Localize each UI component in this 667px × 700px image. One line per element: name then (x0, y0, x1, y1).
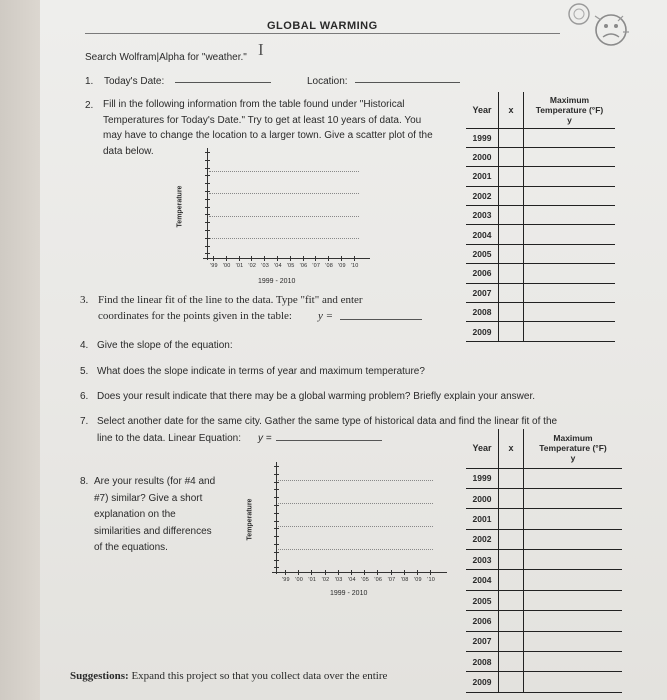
table1-row (466, 147, 615, 166)
chart1-gridline (209, 171, 359, 172)
y-tick (205, 230, 210, 231)
table1-row (466, 322, 615, 341)
q1-location-label: Location: (307, 76, 348, 87)
y-tick (205, 253, 210, 254)
x-tick (298, 570, 299, 575)
table2-x-cell[interactable] (499, 550, 524, 570)
table2-year-cell: 1999 (466, 468, 499, 488)
table2-year-cell: 2000 (466, 488, 499, 508)
chart2-gridline (278, 526, 433, 527)
y-tick (205, 191, 210, 192)
table1-row (466, 303, 615, 322)
table2-temp-cell[interactable] (524, 488, 623, 508)
table2-row (466, 529, 622, 549)
x-tick (328, 256, 329, 261)
table2-row (466, 590, 622, 610)
table2-max-header-line: Maximum (553, 433, 593, 444)
table2-year-cell: 2007 (466, 631, 499, 651)
table2-row (466, 488, 622, 508)
table2-temp-cell[interactable] (524, 611, 623, 631)
table2-x-cell[interactable] (499, 529, 524, 549)
table1-temp-cell[interactable] (524, 322, 616, 341)
table1-temp-cell[interactable] (524, 303, 616, 322)
y-tick (205, 222, 210, 223)
table2-year-cell: 2006 (466, 611, 499, 631)
y-tick (205, 152, 210, 153)
table1-x-header: x (499, 92, 524, 128)
x-tick-label: '09 (414, 577, 422, 583)
x-tick (338, 570, 339, 575)
chart1-y-axis (207, 148, 208, 260)
table2-x-cell[interactable] (499, 611, 524, 631)
x-tick (311, 570, 312, 575)
x-tick-label: '00 (295, 577, 303, 583)
x-tick (277, 256, 278, 261)
table1-temp-cell[interactable] (524, 128, 616, 147)
table2-x-cell[interactable] (499, 488, 524, 508)
wolfram-doodle-icon (565, 2, 635, 54)
table1-row (466, 206, 615, 225)
x-tick-label: '00 (222, 263, 231, 269)
chart2-gridline (278, 503, 433, 504)
q3-equation-field[interactable] (340, 309, 422, 320)
y-tick (274, 513, 279, 514)
page-title: GLOBAL WARMING (267, 20, 378, 32)
chart2-y-axis (276, 462, 277, 574)
table1-year-header: Year (466, 92, 499, 128)
table2-row (466, 570, 622, 590)
date-field[interactable] (175, 72, 271, 83)
q8-line: explanation on the (94, 509, 176, 520)
table1-year-cell: 2001 (466, 167, 499, 186)
table1-x-cell[interactable] (499, 206, 524, 225)
table2-row (466, 468, 622, 488)
q2-number: 2. (85, 100, 94, 111)
chart1-gridline (209, 193, 359, 194)
table2-row (466, 652, 622, 672)
table1-row (466, 167, 615, 186)
q7-equation-label: y = (258, 433, 272, 444)
table2-x-header: x (499, 429, 524, 468)
x-tick-label: '01 (235, 263, 244, 269)
table1-row (466, 128, 615, 147)
table1-x-cell[interactable] (499, 167, 524, 186)
q2-line: data below. (103, 145, 154, 157)
table1-temp-cell[interactable] (524, 264, 616, 283)
table2-year-cell: 2003 (466, 550, 499, 570)
table1-x-cell[interactable] (499, 147, 524, 166)
y-tick (205, 214, 210, 215)
q8-line: similarities and differences (94, 525, 212, 537)
table2-max-header (524, 429, 623, 468)
q7-number: 7. (80, 416, 89, 427)
x-tick (430, 570, 431, 575)
y-tick (274, 567, 279, 568)
x-tick-label: '07 (387, 577, 396, 583)
x-tick (213, 256, 214, 261)
x-tick (285, 570, 286, 575)
y-tick (274, 474, 279, 475)
q4-text: Give the slope of the equation: (97, 340, 233, 351)
table2-temp-cell[interactable] (524, 672, 623, 692)
table2-temp-cell[interactable] (524, 509, 623, 529)
y-tick (274, 466, 279, 467)
y-tick (274, 536, 279, 537)
chart2-y-label: Temperature (246, 498, 254, 541)
table1-row (466, 225, 615, 244)
x-tick (290, 256, 291, 261)
table1-temp-cell[interactable] (524, 186, 616, 205)
y-tick (205, 199, 210, 200)
x-tick-label: '10 (427, 577, 435, 583)
location-field[interactable] (355, 72, 460, 83)
table2-temp-cell[interactable] (524, 468, 623, 488)
table2-x-cell[interactable] (499, 672, 524, 692)
y-tick (274, 544, 279, 545)
table2-temp-cell[interactable] (524, 590, 623, 610)
y-tick (274, 482, 279, 483)
x-tick (226, 256, 227, 261)
table1-year-cell: 2008 (466, 303, 499, 322)
y-tick (205, 183, 210, 184)
y-tick (274, 528, 279, 529)
table1-max-header-line: Temperature (°F) (535, 104, 604, 115)
table2-temp-cell[interactable] (524, 529, 623, 549)
q2-line: Fill in the following information from the table found under "Historical (103, 99, 405, 110)
y-tick (205, 238, 210, 239)
x-tick (377, 570, 378, 575)
x-tick-label: '08 (400, 577, 409, 583)
q8-line: of the equations. (94, 542, 168, 553)
table1-row (466, 283, 615, 302)
table1-x-cell[interactable] (499, 264, 524, 283)
data-table-1 (466, 92, 615, 342)
table1-row (466, 186, 615, 205)
x-tick (325, 570, 326, 575)
suggestions-label: Suggestions: (70, 670, 129, 682)
table2-year-cell: 2009 (466, 672, 499, 692)
x-tick (303, 256, 304, 261)
table2-x-cell[interactable] (499, 468, 524, 488)
x-tick (417, 570, 418, 575)
x-tick-label: '02 (321, 577, 330, 583)
q6-text: Does your result indicate that there may be a global warming problem? Briefly explain your answer. (97, 391, 535, 402)
x-tick-label: '03 (334, 577, 343, 583)
x-tick-label: '08 (325, 263, 333, 269)
table1-year-cell: 2006 (466, 264, 499, 283)
table2-temp-cell[interactable] (524, 631, 623, 651)
y-tick (274, 552, 279, 553)
text-cursor-icon: I (258, 40, 264, 59)
x-tick-label: '99 (282, 577, 290, 583)
intro-text: Search Wolfram|Alpha for "weather." (85, 52, 247, 63)
y-tick (274, 521, 279, 522)
table1-year-cell: 2009 (466, 322, 499, 341)
table1-x-cell[interactable] (499, 283, 524, 302)
q7-equation-field[interactable] (276, 430, 382, 441)
x-tick-label: '04 (274, 263, 282, 269)
table1-temp-cell[interactable] (524, 206, 616, 225)
x-tick (315, 256, 316, 261)
chart1-x-label: 1999 - 2010 (258, 278, 296, 285)
x-tick (391, 570, 392, 575)
x-tick (351, 570, 352, 575)
chart2-x-label: 1999 - 2010 (330, 590, 368, 597)
x-tick-label: '06 (299, 263, 308, 269)
table2-temp-cell[interactable] (524, 550, 623, 570)
y-tick (274, 505, 279, 506)
table2-max-header-line: Temperature (°F) (539, 443, 607, 454)
x-tick (404, 570, 405, 575)
q8-text (94, 474, 215, 557)
x-tick (239, 256, 240, 261)
table2-year-cell: 2004 (466, 570, 499, 590)
table1-x-cell[interactable] (499, 244, 524, 263)
table1-year-cell: 2002 (466, 186, 499, 205)
title-rule (85, 33, 560, 34)
x-tick-label: '05 (286, 263, 295, 269)
x-tick (341, 256, 342, 261)
table1-x-cell[interactable] (499, 322, 524, 341)
table2-year-cell: 2005 (466, 590, 499, 610)
suggestions-text: Expand this project so that you collect data over the entire (131, 670, 388, 682)
y-tick (274, 489, 279, 490)
x-tick (264, 256, 265, 261)
q8-line: Are your results (for #4 and (94, 476, 216, 487)
q1-date-label: Today's Date: (104, 76, 165, 87)
table2-temp-cell[interactable] (524, 652, 623, 672)
chart1-gridline (209, 238, 359, 239)
q8-number: 8. (80, 476, 89, 487)
y-tick (205, 168, 210, 169)
chart1-gridline (209, 216, 359, 217)
table1-temp-cell[interactable] (524, 167, 616, 186)
table2-year-header: Year (466, 429, 499, 468)
table2-row (466, 550, 622, 570)
y-tick (205, 160, 210, 161)
table2-row (466, 611, 622, 631)
table2-year-cell: 2001 (466, 509, 499, 529)
table1-year-cell: 2004 (466, 225, 499, 244)
table1-x-cell[interactable] (499, 186, 524, 205)
x-tick-label: '99 (210, 263, 218, 269)
table1-x-cell[interactable] (499, 128, 524, 147)
table2-row (466, 631, 622, 651)
q7-line2: line to the data. Linear Equation: (97, 433, 241, 444)
q3-equation-label: y = (318, 310, 334, 322)
chart1-y-label: Temperature (176, 185, 184, 228)
table2-year-cell: 2008 (466, 652, 499, 672)
y-tick (274, 497, 279, 498)
table1-row (466, 244, 615, 263)
x-tick-label: '04 (348, 577, 356, 583)
table1-x-cell[interactable] (499, 225, 524, 244)
table1-max-header (524, 92, 616, 128)
chart1-x-axis (203, 258, 370, 259)
table2-x-cell[interactable] (499, 570, 524, 590)
y-tick (274, 560, 279, 561)
table1-year-cell: 2007 (466, 283, 499, 302)
table2-x-cell[interactable] (499, 652, 524, 672)
table1-y-header: y (567, 114, 572, 125)
x-tick (364, 570, 365, 575)
table2-x-cell[interactable] (499, 509, 524, 529)
y-tick (205, 246, 210, 247)
q2-line: Temperatures for Today's Date." Try to get at least 10 years of data. You (103, 114, 422, 126)
table1-year-cell: 2003 (466, 206, 499, 225)
q2-line: may have to change the location to a larger town. Give a scatter plot of the (103, 130, 433, 141)
page-edge (0, 0, 40, 700)
table1-temp-cell[interactable] (524, 147, 616, 166)
table2-x-cell[interactable] (499, 590, 524, 610)
x-tick-label: '06 (374, 577, 383, 583)
table2-y-header: y (570, 453, 576, 464)
q4-number: 4. (80, 340, 89, 351)
q6-number: 6. (80, 391, 89, 402)
x-tick-label: '09 (338, 263, 346, 269)
chart2-gridline (278, 549, 433, 550)
x-tick (251, 256, 252, 261)
y-tick (205, 175, 210, 176)
table1-year-cell: 2005 (466, 244, 499, 263)
table1-year-cell: 1999 (466, 128, 499, 147)
y-tick (205, 207, 210, 208)
q8-line: #7) similar? Give a short (94, 492, 203, 504)
table2-temp-cell[interactable] (524, 570, 623, 590)
data-table-2 (466, 429, 622, 693)
table1-temp-cell[interactable] (524, 225, 616, 244)
table1-x-cell[interactable] (499, 303, 524, 322)
table1-temp-cell[interactable] (524, 283, 616, 302)
table2-year-cell: 2002 (466, 529, 499, 549)
x-tick-label: '02 (248, 263, 257, 269)
x-tick-label: '03 (261, 263, 269, 269)
x-tick-label: '07 (312, 263, 321, 269)
q3-number: 3. (80, 294, 89, 306)
table1-max-header-line: Maximum (549, 94, 590, 105)
q3-line1: Find the linear fit of the line to the data. Type "fit" and enter (98, 294, 363, 306)
q2-text (103, 97, 433, 159)
suggestions (70, 670, 387, 682)
chart2-gridline (278, 480, 433, 481)
x-tick-label: '05 (361, 577, 369, 583)
q5-number: 5. (80, 366, 89, 377)
q1-number: 1. (85, 76, 94, 87)
table1-year-cell: 2000 (466, 147, 499, 166)
x-tick-label: '01 (308, 577, 317, 583)
q5-text: What does the slope indicate in terms of year and maximum temperature? (97, 366, 425, 377)
x-tick-label: '10 (350, 263, 359, 269)
table2-row (466, 672, 622, 692)
x-tick (354, 256, 355, 261)
table1-row (466, 264, 615, 283)
table2-row (466, 509, 622, 529)
table1-temp-cell[interactable] (524, 244, 616, 263)
q3-line2: coordinates for the points given in the table: (98, 310, 292, 322)
table2-x-cell[interactable] (499, 631, 524, 651)
q7-line1: Select another date for the same city. Gather the same type of historical data and find the linear fit of the (97, 416, 558, 427)
